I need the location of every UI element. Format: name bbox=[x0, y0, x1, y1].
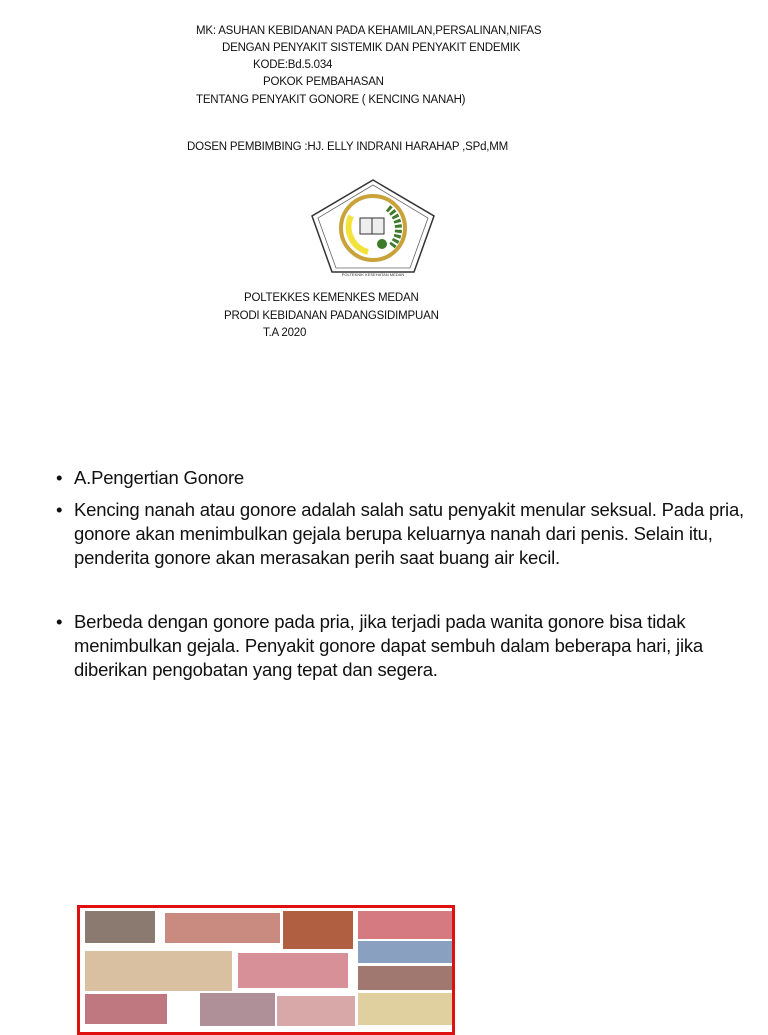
bullet-list bbox=[56, 466, 746, 690]
bullet-dot: • bbox=[56, 611, 63, 632]
course-subtitle: DENGAN PENYAKIT SISTEMIK DAN PENYAKIT ENDEMIK bbox=[222, 42, 521, 54]
lecturer: DOSEN PEMBIMBING :HJ. ELLY INDRANI HARAHAP ,SPd,MM bbox=[187, 141, 509, 153]
bullet-item bbox=[56, 610, 746, 682]
bullet-text: A.Pengertian Gonore bbox=[74, 467, 245, 488]
bullet-dot: • bbox=[56, 467, 63, 488]
course-code: KODE:Bd.5.034 bbox=[253, 59, 333, 71]
topic-title: TENTANG PENYAKIT GONORE ( KENCING NANAH) bbox=[196, 94, 466, 106]
svg-text:POLTEKNIK KESEHATAN MEDAN: POLTEKNIK KESEHATAN MEDAN bbox=[341, 272, 405, 277]
bullet-dot: • bbox=[56, 499, 63, 520]
institution-name: POLTEKKES KEMENKES MEDAN bbox=[244, 292, 419, 304]
institution-logo bbox=[306, 176, 440, 280]
course-title: MK: ASUHAN KEBIDANAN PADA KEHAMILAN,PERSALINAN,NIFAS bbox=[196, 25, 542, 37]
clinical-photo-collage bbox=[77, 905, 455, 1035]
bullet-item bbox=[56, 466, 746, 490]
topic-label: POKOK PEMBAHASAN bbox=[263, 76, 384, 88]
study-program: PRODI KEBIDANAN PADANGSIDIMPUAN bbox=[224, 310, 439, 322]
academic-year: T.A 2020 bbox=[263, 327, 307, 339]
bullet-text: Kencing nanah atau gonore adalah salah satu penyakit menular seksual. Pada pria, gonore akan menimbulkan gejala berupa keluarnya nanah dari penis. Selain itu, penderita gonore akan merasakan perih saat buang air kecil. bbox=[74, 499, 744, 568]
bullet-text: Berbeda dengan gonore pada pria, jika terjadi pada wanita gonore bisa tidak menimbulkan gejala. Penyakit gonore dapat sembuh dalam beberapa hari, jika diberikan pengobatan yang tepat dan segera. bbox=[74, 611, 703, 680]
bullet-item bbox=[56, 498, 746, 570]
